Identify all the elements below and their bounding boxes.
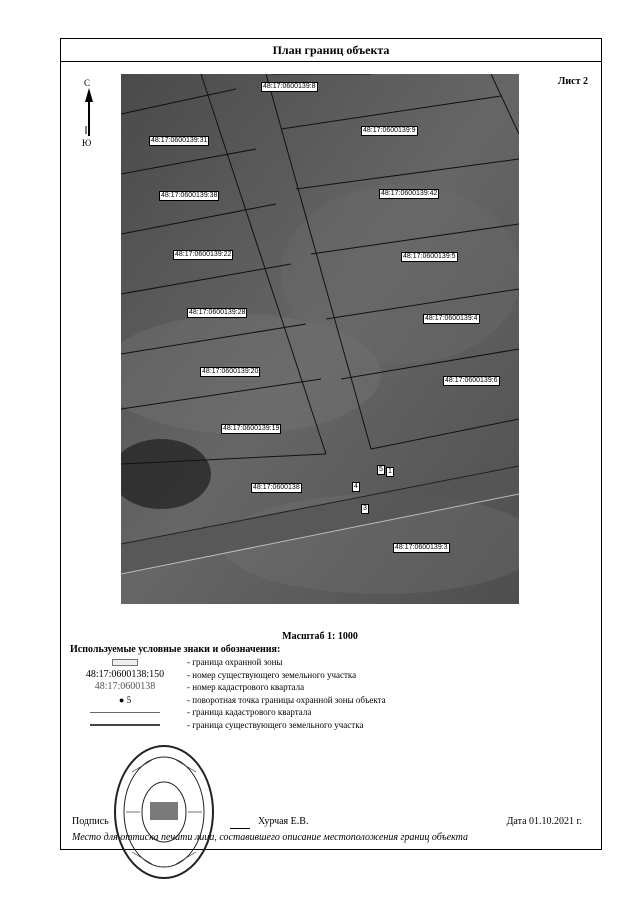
compass-north-label: С [84, 78, 91, 88]
legend-row [70, 681, 570, 694]
protection-zone-symbol [70, 656, 180, 668]
compass [80, 78, 100, 153]
parcel-label: 48:17:0600139:20 [202, 368, 259, 375]
map-drawing [121, 74, 519, 604]
parcel-label: 48:17:0600139:8 [263, 83, 316, 90]
legend [70, 656, 570, 731]
compass-south-label: Ю [82, 138, 92, 148]
scale-label: Масштаб 1: 1000 [282, 631, 358, 642]
legend-row [70, 656, 570, 669]
parcel-label: 48:17:0600139:22 [175, 251, 232, 258]
turning-point-symbol: ● 5 [118, 694, 132, 705]
legend-text: - поворотная точка границы охранной зоны объекта [187, 694, 386, 705]
parcel-label: 48:17:0600139:28 [189, 309, 246, 316]
signature-line [230, 828, 250, 829]
signature-label: Подпись [72, 816, 109, 827]
parcel-label: 48:17:0600139:3 [395, 544, 448, 551]
legend-text: - номер существующего земельного участка [187, 669, 357, 680]
legend-text: - номер кадастрового квартала [187, 682, 305, 692]
legend-text: - граница существующего земельного участка [187, 719, 364, 730]
parcel-boundary-symbol [70, 719, 180, 731]
turning-point-label: 4 [354, 483, 358, 490]
legend-text: - граница охранной зоны [187, 657, 283, 667]
legend-text: - граница кадастрового квартала [187, 707, 312, 717]
parcel-label: 48:17:0600139:19 [223, 425, 280, 432]
signer-name: Хурчая Е.В. [258, 816, 309, 827]
quarter-boundary-symbol [70, 706, 180, 718]
parcel-label: 48:17:0600139:42 [381, 190, 438, 197]
parcel-label: 48:17:0600139:9 [363, 127, 416, 134]
legend-title: Используемые условные знаки и обозначения: [70, 644, 281, 655]
document-title: План границ объекта [60, 38, 602, 62]
parcel-label: 48:17:0600139:38 [161, 192, 218, 199]
parcel-label: 48:17:0600139:31 [151, 137, 208, 144]
turning-point-label: 1 [388, 468, 392, 475]
parcel-label: 48:17:0600139:6 [445, 377, 498, 384]
sheet-number: Лист 2 [557, 76, 588, 87]
parcel-number-symbol: 48:17:0600138:150 [85, 668, 165, 680]
aerial-map [121, 74, 519, 604]
legend-row [70, 706, 570, 719]
legend-row [70, 669, 570, 682]
parcel-label: 48:17:0600139:4 [425, 315, 478, 322]
legend-row [70, 719, 570, 732]
company-seal-icon [112, 742, 216, 882]
parcel-label: 48:17:0600139:5 [403, 253, 456, 260]
turning-point-label: 5 [379, 466, 383, 473]
seal-note: Место для оттиска печати лица, составившего описание местоположения границ объекта [72, 832, 469, 843]
quarter-number-symbol: 48:17:0600138 [94, 681, 156, 692]
quarter-label: 48:17:0600138 [253, 484, 300, 491]
legend-row [70, 694, 570, 707]
turning-point-label: 3 [363, 505, 367, 512]
document-date: Дата 01.10.2021 г. [506, 816, 582, 827]
